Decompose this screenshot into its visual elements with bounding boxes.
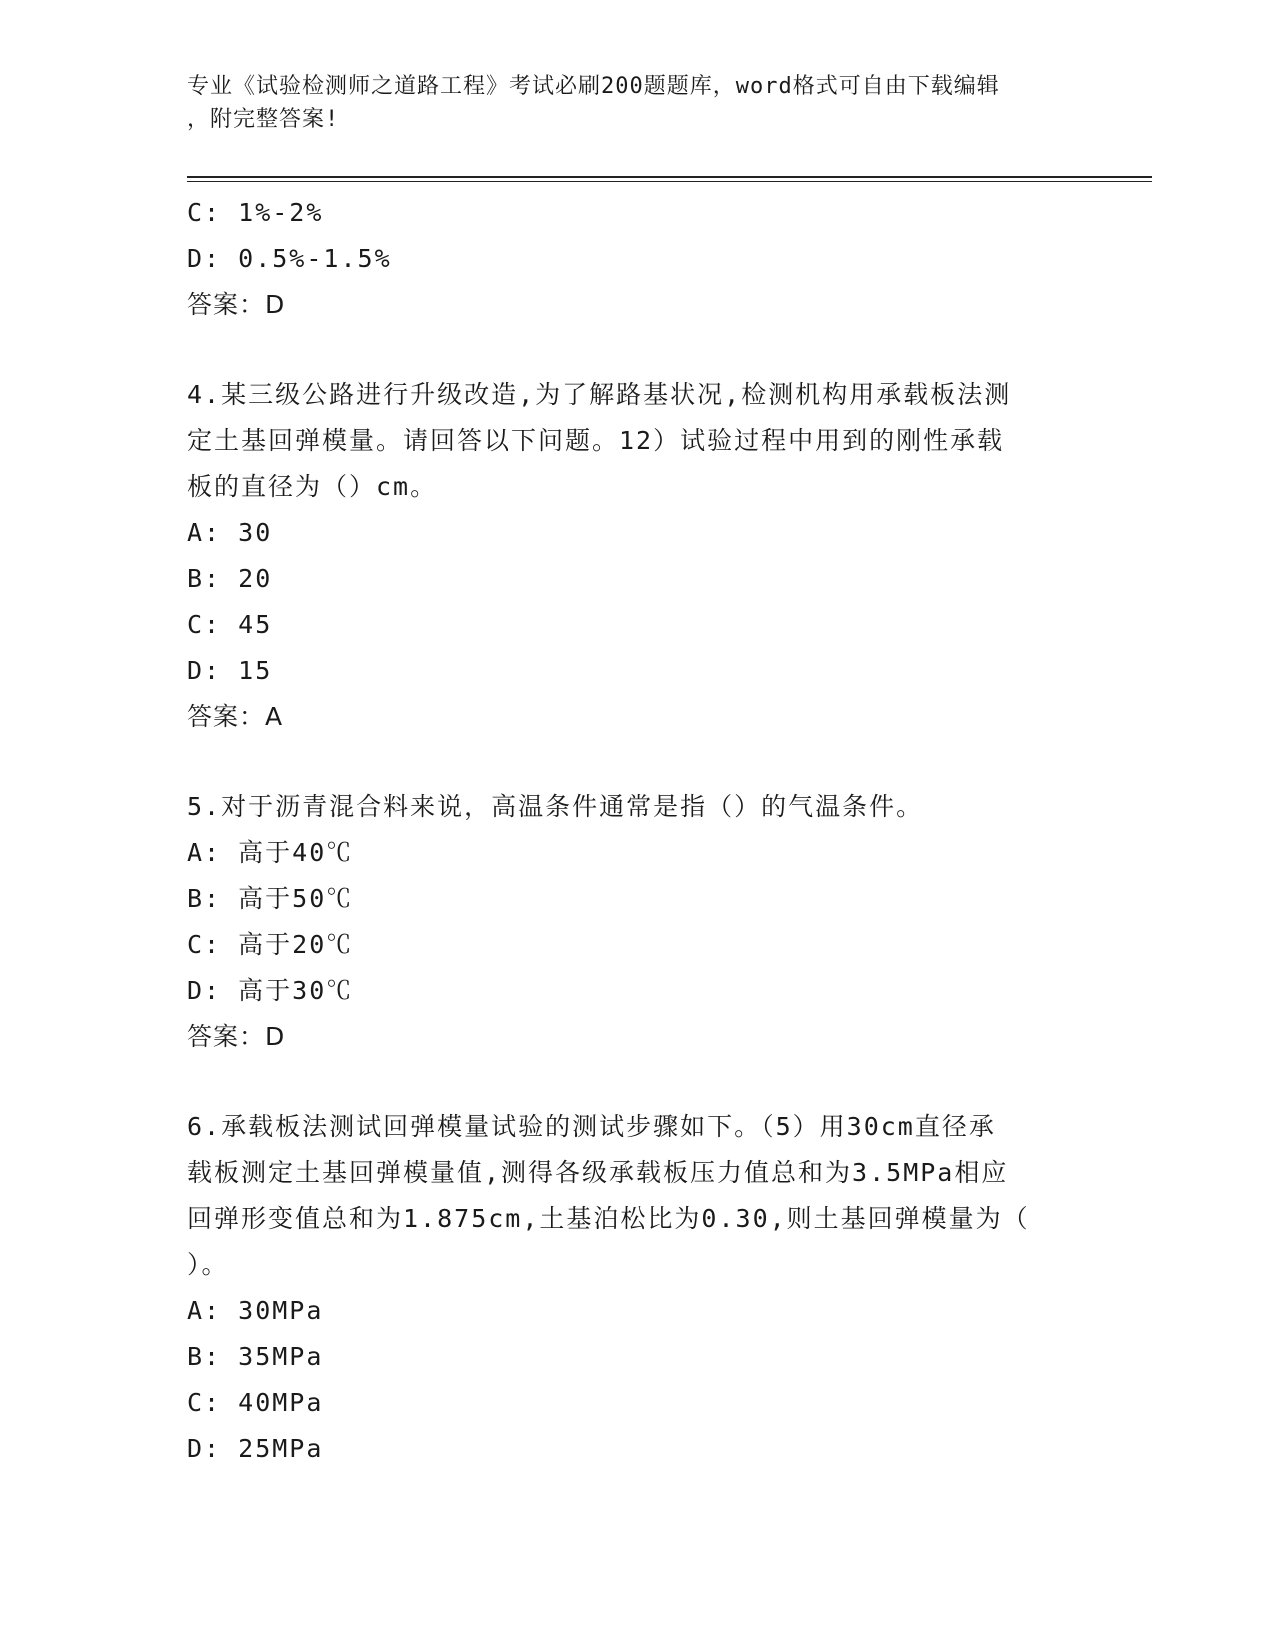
question-6: [187, 1104, 1067, 1472]
spacer: [187, 328, 1067, 372]
option-d: D: 高于30℃: [187, 976, 354, 1005]
document-header: [187, 70, 1067, 136]
question-text-line: 5.对于沥青混合料来说，高温条件通常是指（）的气温条件。: [187, 792, 924, 821]
option-a: A: 30: [187, 518, 273, 547]
question-text-line: ）。: [187, 1250, 229, 1279]
question-text-line: 4.某三级公路进行升级改造,为了解路基状况,检测机构用承载板法测: [187, 380, 1012, 409]
option-c: C: 45: [187, 610, 273, 639]
spacer: [187, 740, 1067, 784]
option-b: B: 20: [187, 564, 273, 593]
header-rule-thick: [187, 176, 1152, 178]
question-text-line: 回弹形变值总和为1.875cm,土基泊松比为0.30,则土基回弹模量为（: [187, 1204, 1030, 1233]
document-body: [187, 190, 1067, 1472]
spacer: [187, 1060, 1067, 1104]
option-b: B: 35MPa: [187, 1342, 324, 1371]
option-b: B: 高于50℃: [187, 884, 354, 913]
option-c: C: 1%-2%: [187, 198, 324, 227]
option-d: D: 15: [187, 656, 273, 685]
header-title-line-1: 专业《试验检测师之道路工程》考试必刷200题题库，word格式可自由下载编辑: [187, 74, 1000, 99]
question-text-line: 6.承载板法测试回弹模量试验的测试步骤如下。（5）用30cm直径承: [187, 1112, 996, 1141]
question-text-line: 板的直径为（）cm。: [187, 472, 438, 501]
option-a: A: 高于40℃: [187, 838, 354, 867]
answer-line: 答案：D: [187, 290, 286, 319]
option-c: C: 高于20℃: [187, 930, 354, 959]
header-title-line-2: ，附完整答案!: [187, 107, 340, 132]
answer-line: 答案：D: [187, 1022, 286, 1051]
question-5: [187, 784, 1067, 1060]
question-text-line: 定土基回弹模量。请回答以下问题。12）试验过程中用到的刚性承载: [187, 426, 1005, 455]
option-a: A: 30MPa: [187, 1296, 324, 1325]
answer-line: 答案：A: [187, 702, 284, 731]
option-c: C: 40MPa: [187, 1388, 324, 1417]
question-3-tail: [187, 190, 1067, 328]
question-4: [187, 372, 1067, 740]
question-text-line: 载板测定土基回弹模量值,测得各级承载板压力值总和为3.5MPa相应: [187, 1158, 1009, 1187]
option-d: D: 25MPa: [187, 1434, 324, 1463]
option-d: D: 0.5%-1.5%: [187, 244, 392, 273]
header-rule-thin: [187, 181, 1152, 182]
